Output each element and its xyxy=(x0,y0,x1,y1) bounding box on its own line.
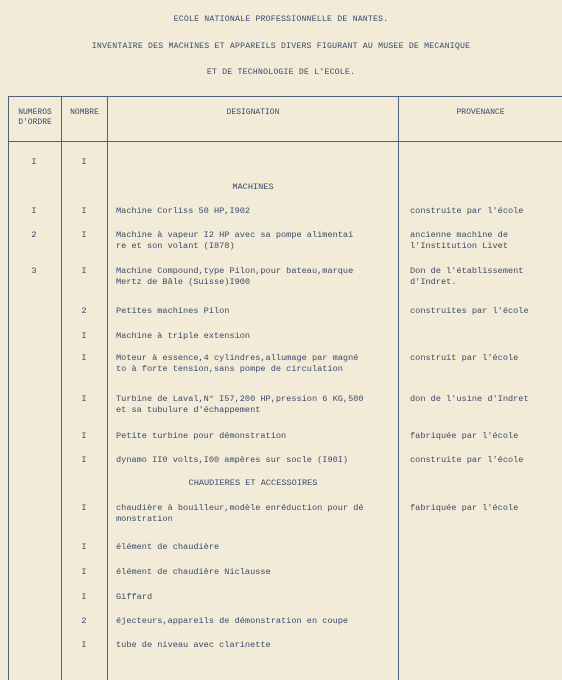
row-designation xyxy=(116,306,396,317)
row-nombre: I xyxy=(81,230,87,240)
row-provenance xyxy=(410,455,562,466)
row-designation xyxy=(116,394,396,415)
provenance-line: construite par l'école xyxy=(410,206,524,216)
designation-line: Machine Compound,type Pilon,pour bateau,marque xyxy=(116,266,354,276)
designation-line: to à forte tension,sans pompe de circulation xyxy=(116,363,343,374)
provenance-line: fabriquée par l'école xyxy=(410,431,519,441)
row-designation xyxy=(116,266,396,287)
row-nombre: I xyxy=(81,157,87,167)
row-numero: 3 xyxy=(31,266,37,276)
row-provenance xyxy=(410,394,562,405)
row-designation xyxy=(116,542,396,553)
designation-line: et sa tubulure d'échappement xyxy=(116,404,261,415)
designation-line: CHAUDIERES ET ACCESSOIRES xyxy=(188,478,318,488)
designation-line: Machine Corliss 50 HP,I902 xyxy=(116,206,251,216)
provenance-line: construite par l'école xyxy=(410,455,524,465)
row-nombre: I xyxy=(81,353,87,363)
inventory-title: INVENTAIRE DES MACHINES ET APPAREILS DIVERS FIGURANT AU MUSEE DE MECANIQUE xyxy=(91,42,471,51)
row-nombre: I xyxy=(81,567,87,577)
row-provenance xyxy=(410,431,562,442)
column-header-numero-line2: D'ORDRE xyxy=(18,118,52,127)
row-designation xyxy=(116,592,396,603)
section-heading xyxy=(108,478,398,489)
provenance-line: fabriquée par l'école xyxy=(410,503,519,513)
designation-line: éjecteurs,appareils de démonstration en coupe xyxy=(116,616,349,626)
row-designation xyxy=(116,353,396,374)
column-rule-3 xyxy=(398,96,399,680)
table-header-rule xyxy=(8,141,562,142)
row-provenance xyxy=(410,266,562,287)
designation-line: Petites machines Pilon xyxy=(116,306,230,316)
row-nombre: I xyxy=(81,331,87,341)
row-nombre: I xyxy=(81,206,87,216)
row-nombre: I xyxy=(81,266,87,276)
designation-line: Turbine de Laval,N° I57,200 HP,pression 6 KG,500 xyxy=(116,394,364,404)
designation-line: re et son volant (I878) xyxy=(116,240,235,251)
row-designation xyxy=(116,206,396,217)
designation-line: Moteur à essence,4 cylindres,allumage par magné xyxy=(116,353,359,363)
row-nombre: I xyxy=(81,394,87,404)
column-header-designation: DESIGNATION xyxy=(226,108,280,117)
row-designation xyxy=(116,455,396,466)
designation-line: MACHINES xyxy=(232,182,274,192)
row-numero: I xyxy=(31,206,37,216)
provenance-line: Don de l'établissement xyxy=(410,266,524,276)
row-nombre: I xyxy=(81,592,87,602)
provenance-line: construites par l'école xyxy=(410,306,529,316)
row-nombre: I xyxy=(81,431,87,441)
designation-line: dynamo II0 volts,I00 ampères sur socle (I90I) xyxy=(116,455,349,465)
row-provenance xyxy=(410,353,562,364)
designation-line: élément de chaudière Niclausse xyxy=(116,567,271,577)
section-heading xyxy=(108,182,398,193)
provenance-line: ancienne machine de xyxy=(410,230,508,240)
row-nombre: 2 xyxy=(81,616,87,626)
designation-line: élément de chaudière xyxy=(116,542,220,552)
designation-line: chaudière à bouilleur,modèle enréduction pour dé xyxy=(116,503,364,513)
row-nombre: I xyxy=(81,542,87,552)
row-designation xyxy=(116,503,396,524)
row-provenance xyxy=(410,306,562,317)
row-designation xyxy=(116,640,396,651)
designation-line: Machine à vapeur I2 HP avec sa pompe alimentai xyxy=(116,230,354,240)
column-header-nombre: NOMBRE xyxy=(70,108,99,117)
row-designation xyxy=(116,331,396,342)
row-numero: 2 xyxy=(31,230,37,240)
provenance-line: d'Indret. xyxy=(410,276,457,287)
row-designation xyxy=(116,567,396,578)
designation-line: Petite turbine pour démonstration xyxy=(116,431,287,441)
designation-line: tube de niveau avec clarinette xyxy=(116,640,271,650)
designation-line: Giffard xyxy=(116,592,153,602)
row-provenance xyxy=(410,230,562,251)
row-nombre: I xyxy=(81,455,87,465)
provenance-line: construit par l'école xyxy=(410,353,519,363)
designation-line: Mertz de Bâle (Suisse)I900 xyxy=(116,276,251,287)
row-nombre: I xyxy=(81,640,87,650)
school-heading: ECOLE NATIONALE PROFESSIONNELLE DE NANTES. xyxy=(173,15,389,24)
table-left-rule xyxy=(8,96,9,680)
row-provenance xyxy=(410,503,562,514)
designation-line: monstration xyxy=(116,513,173,524)
row-designation xyxy=(116,230,396,251)
column-header-numero-line1: NUMEROS xyxy=(18,108,52,117)
row-nombre: 2 xyxy=(81,306,87,316)
row-provenance xyxy=(410,206,562,217)
inventory-subtitle: ET DE TECHNOLOGIE DE L'ECOLE. xyxy=(206,68,356,77)
row-numero: I xyxy=(31,157,37,167)
row-designation xyxy=(116,431,396,442)
row-designation xyxy=(116,616,396,627)
column-header-numero xyxy=(9,108,61,128)
designation-line: Machine à triple extension xyxy=(116,331,251,341)
provenance-line: l'Institution Livet xyxy=(410,240,508,251)
column-header-provenance: PROVENANCE xyxy=(456,108,505,117)
row-nombre: I xyxy=(81,503,87,513)
table-top-rule xyxy=(8,96,562,97)
provenance-line: don de l'usine d'Indret xyxy=(410,394,529,404)
